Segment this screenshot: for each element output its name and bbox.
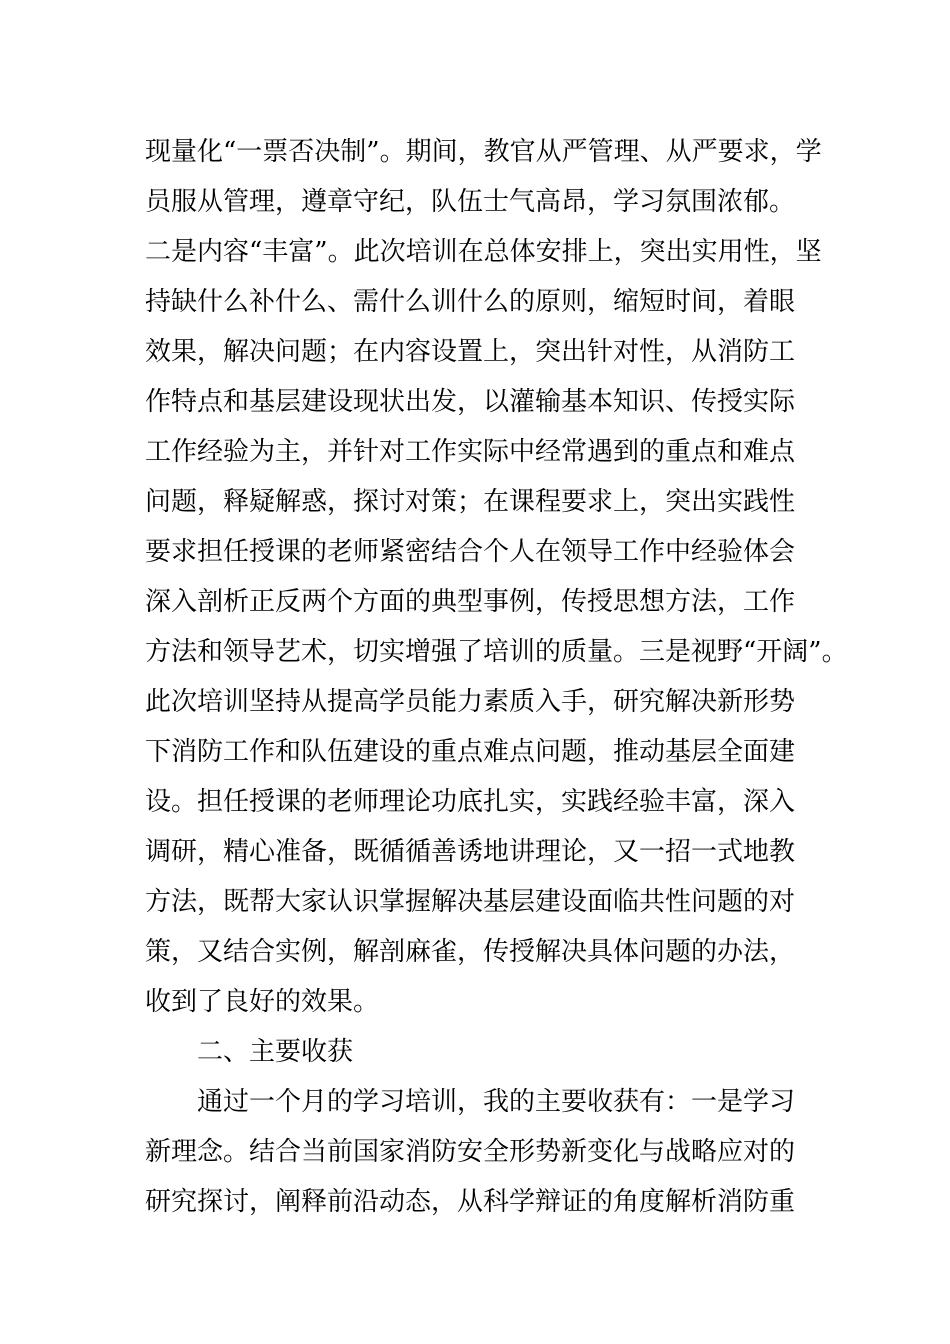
text-line: 员服从管理，遵章守纪，队伍士气高昂，学习氛围浓郁。 <box>145 187 796 217</box>
text-line: 工作经验为主，并针对工作实际中经常遇到的重点和难点 <box>145 437 796 467</box>
text-line: 方法，既帮大家认识掌握解决基层建设面临共性问题的对 <box>145 887 796 917</box>
text-line: 收到了良好的效果。 <box>145 987 380 1017</box>
text-line: 深入剖析正反两个方面的典型事例，传授思想方法，工作 <box>145 587 796 617</box>
text-line: 下消防工作和队伍建设的重点难点问题，推动基层全面建 <box>145 737 796 767</box>
text-line: 效果，解决问题；在内容设置上，突出针对性，从消防工 <box>145 337 796 367</box>
text-line: 策，又结合实例，解剖麻雀，传授解决具体问题的办法， <box>145 937 796 967</box>
text-line: 要求担任授课的老师紧密结合个人在领导工作中经验体会 <box>145 537 796 567</box>
text-line: 此次培训坚持从提高学员能力素质入手，研究解决新形势 <box>145 687 796 717</box>
text-line: 设。担任授课的老师理论功底扎实，实践经验丰富，深入 <box>145 787 796 817</box>
text-line: 持缺什么补什么、需什么训什么的原则，缩短时间，着眼 <box>145 287 796 317</box>
text-line: 研究探讨，阐释前沿动态，从科学辩证的角度解析消防重 <box>145 1187 796 1217</box>
text-line: 二是内容“丰富”。此次培训在总体安排上，突出实用性，坚 <box>145 237 822 267</box>
text-line: 调研，精心准备，既循循善诱地讲理论，又一招一式地教 <box>145 837 796 867</box>
section-heading: 二、主要收获 <box>197 1037 354 1067</box>
body-text <box>145 127 848 1227</box>
text-line: 作特点和基层建设现状出发，以灌输基本知识、传授实际 <box>145 387 796 417</box>
text-line: 通过一个月的学习培训，我的主要收获有：一是学习 <box>197 1087 796 1117</box>
text-line: 现量化“一票否决制”。期间，教官从严管理、从严要求，学 <box>145 137 822 167</box>
text-line: 方法和领导艺术，切实增强了培训的质量。三是视野“开阔”。 <box>145 637 848 667</box>
text-line: 新理念。结合当前国家消防安全形势新变化与战略应对的 <box>145 1137 796 1167</box>
text-line: 问题，释疑解惑，探讨对策；在课程要求上，突出实践性 <box>145 487 796 517</box>
